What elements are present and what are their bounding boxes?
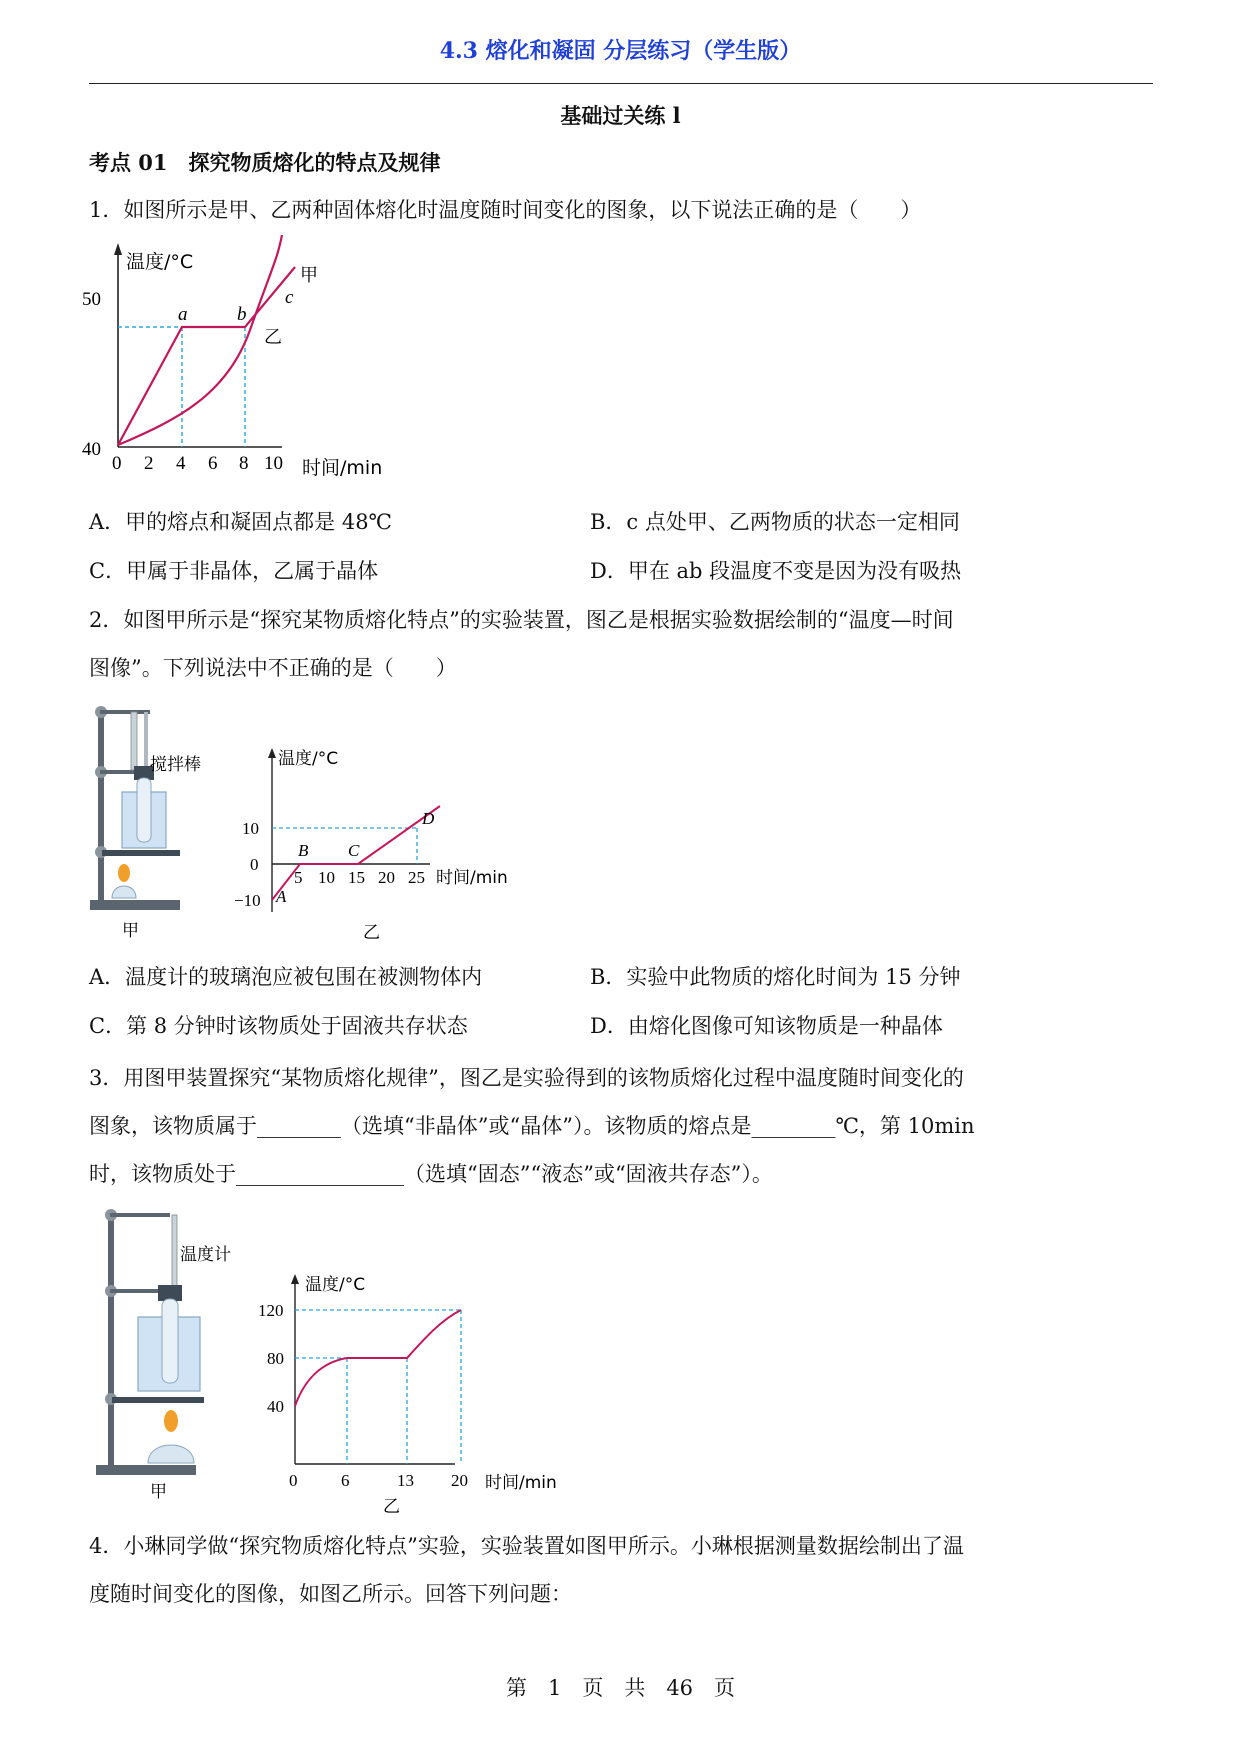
q3-clamp-middle: [110, 1289, 160, 1293]
q3-test-tube: [162, 1299, 178, 1383]
q2-point-b: B: [298, 841, 309, 860]
q1-xtick-4: 4: [176, 453, 186, 474]
q3-wire-gauze: [112, 1397, 204, 1403]
q3-ytick-40: 40: [267, 1397, 284, 1416]
q1-xtick-10: 10: [264, 453, 283, 474]
q2-ytick-10: 10: [242, 819, 259, 838]
section-title: 基础过关练 l: [560, 103, 681, 128]
q1-point-a: a: [178, 304, 188, 325]
question-2-stem-line2: 图像”。下列说法中不正确的是（ ）: [89, 656, 457, 680]
q2-temperature-time-graph: [230, 742, 530, 942]
q1-option-c[interactable]: C．甲属于非晶体，乙属于晶体: [89, 559, 379, 583]
q2-option-a[interactable]: A．温度计的玻璃泡应被包围在被测物体内: [89, 965, 483, 989]
header-divider: [89, 83, 1153, 84]
q3-xtick-13: 13: [397, 1471, 414, 1490]
q1-option-d[interactable]: D．甲在 ab 段温度不变是因为没有吸热: [590, 559, 962, 583]
q2-ytick-neg10: −10: [234, 891, 261, 910]
question-4-line1: 4．小琳同学做“探究物质熔化特点”实验，实验装置如图甲所示。小琳根据测量数据绘制出了温: [89, 1534, 964, 1558]
q1-point-c: c: [285, 287, 294, 308]
q3-x-label: 时间/min: [485, 1473, 557, 1493]
q2-alcohol-lamp: [112, 886, 136, 898]
q2-caption-jia: 甲: [122, 921, 139, 941]
q3-xtick-6: 6: [341, 1471, 350, 1490]
question-2-stem-line1: 2．如图甲所示是“探究某物质熔化特点”的实验装置，图乙是根据实验数据绘制的“温度—时间: [89, 608, 954, 632]
q1-xtick-6: 6: [208, 453, 218, 474]
q1-y-axis-arrow: [114, 243, 122, 255]
page-footer: 第 1 页 共 46 页: [505, 1676, 736, 1700]
q3-temperature-time-graph: [255, 1268, 575, 1518]
q2-x-label: 时间/min: [436, 868, 508, 888]
document-title: 4.3 熔化和凝固 分层练习（学生版）: [439, 38, 802, 64]
q3-xtick-0: 0: [289, 1471, 298, 1490]
q2-point-a: A: [276, 887, 287, 906]
q1-option-b[interactable]: B．c 点处甲、乙两物质的状态一定相同: [590, 510, 960, 534]
q2-flame: [118, 864, 130, 882]
q1-xtick-8: 8: [239, 453, 249, 474]
q1-ytick-40: 40: [82, 439, 101, 460]
q1-temperature-time-graph: [82, 235, 412, 490]
q2-option-d[interactable]: D．由熔化图像可知该物质是一种晶体: [590, 1014, 943, 1038]
q1-xtick-0: 0: [112, 453, 122, 474]
q3-caption-yi: 乙: [383, 1497, 400, 1517]
question-4-line2: 度随时间变化的图像，如图乙所示。回答下列问题：: [89, 1582, 572, 1606]
q1-point-b: b: [237, 304, 247, 325]
q3-thermo-label: 温度计: [180, 1245, 231, 1265]
q3-caption-jia: 甲: [150, 1482, 167, 1502]
question-3-line3: 时，该物质处于________________（选填“固态”“液态”或“固液共存态”）。: [89, 1162, 773, 1186]
q2-xtick-25: 25: [408, 868, 425, 887]
topic-heading: 考点 01 探究物质熔化的特点及规律: [89, 150, 441, 175]
q1-label-yi: 乙: [264, 327, 282, 348]
q2-point-d: D: [422, 809, 435, 828]
q3-apparatus-figure: [88, 1205, 263, 1505]
q2-option-c[interactable]: C．第 8 分钟时该物质处于固液共存状态: [89, 1014, 468, 1038]
question-1-stem: 1．如图所示是甲、乙两种固体熔化时温度随时间变化的图象，以下说法正确的是（ ）: [89, 198, 922, 222]
q2-rod-label: 搅拌棒: [150, 755, 201, 775]
q2-y-label: 温度/°C: [278, 749, 339, 769]
q3-ytick-80: 80: [267, 1349, 284, 1368]
q1-ytick-50: 50: [82, 289, 101, 310]
q1-option-a[interactable]: A．甲的熔点和凝固点都是 48℃: [89, 510, 393, 534]
q3-flame: [164, 1410, 178, 1432]
q1-x-label: 时间/min: [302, 457, 383, 479]
q1-y-label: 温度/°C: [126, 251, 194, 273]
q3-ytick-120: 120: [258, 1301, 284, 1320]
q2-apparatus-figure: [82, 700, 242, 950]
q2-y-axis-arrow: [268, 748, 276, 758]
q2-xtick-10: 10: [318, 868, 335, 887]
question-3-line1: 3．用图甲装置探究“某物质熔化规律”，图乙是实验得到的该物质熔化过程中温度随时间变化的: [89, 1066, 964, 1090]
q2-xtick-15: 15: [348, 868, 365, 887]
q2-xtick-5: 5: [294, 868, 303, 887]
q1-label-jia: 甲: [300, 265, 318, 286]
q3-y-axis-arrow: [291, 1274, 299, 1284]
q2-clamp-top: [100, 710, 150, 714]
q1-curve-jia: [118, 267, 295, 445]
q2-point-c: C: [348, 841, 360, 860]
q2-test-tube: [137, 778, 151, 842]
q2-stand-rod: [98, 710, 104, 902]
q2-caption-yi: 乙: [363, 923, 380, 942]
q3-y-label: 温度/°C: [305, 1275, 366, 1295]
question-3-line2: 图象，该物质属于________（选填“非晶体”或“晶体”）。该物质的熔点是________℃，第 10min: [89, 1114, 975, 1138]
q1-xtick-2: 2: [144, 453, 154, 474]
q3-xtick-20: 20: [451, 1471, 468, 1490]
q3-clamp-top: [110, 1213, 170, 1217]
q2-option-b[interactable]: B．实验中此物质的熔化时间为 15 分钟: [590, 965, 961, 989]
q3-alcohol-lamp: [148, 1445, 194, 1463]
q2-ytick-0: 0: [250, 855, 259, 874]
q2-thermometer: [131, 712, 137, 770]
q2-xtick-20: 20: [378, 868, 395, 887]
q3-stand-rod: [108, 1213, 114, 1467]
q2-wire-gauze: [102, 850, 180, 856]
